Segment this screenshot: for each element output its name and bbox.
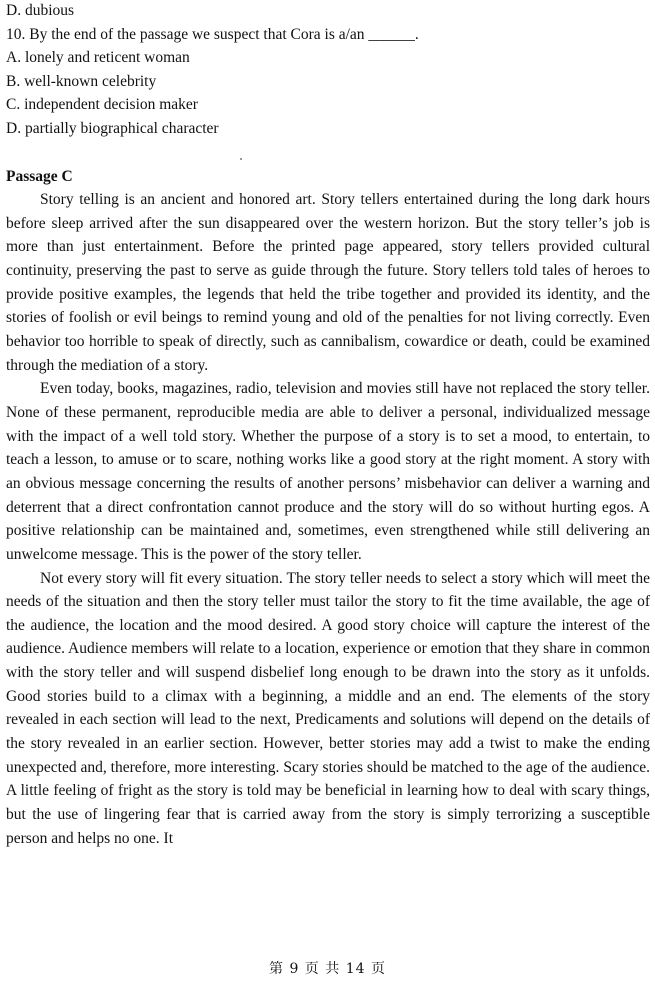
passage-paragraph-2: Even today, books, magazines, radio, television and movies still have not replaced the story teller. None of these permanent, reproducible media are able to deliver a personal, individualized message with the impact of a well told story. Whether the purpose of a story is to set a mood, to entertain, to teach a lesson, to amuse or to scare, nothing works like a good story at the right moment. A story with an obvious message concerning the results of another persons’ misbehavior can deliver a warning and deterrent that a direct confrontation cannot produce and the story will do so without hurting egos. A positive relationship can be maintained and, sometimes, even strengthened while still delivering an unwelcome message. This is the power of the story teller. bbox=[6, 380, 650, 563]
question-10-stem: 10. By the end of the passage we suspect that Cora is a/an ______. bbox=[6, 25, 419, 43]
page-footer: 第 9 页 共 14 页 bbox=[269, 961, 386, 977]
passage-paragraph-3: Not every story will fit every situation. The story teller needs to select a story which will meet the needs of the situation and then the story teller must tailor the story to fit the time available, the age of the audience, the location and the mood desired. A good story choice will capture the interest of the audience. Audience members will relate to a location, experience or emotion that they share in common with the story teller and will suspend disbelief long enough to be drawn into the story as it unfolds. Good stories build to a climax with a beginning, a middle and an end. The elements of the story revealed in each section will lead to the next, Predicaments and solutions will depend on the details of the story revealed in an earlier section. However, better stories may add a twist to make the ending unexpected and, therefore, more interesting. Scary stories should be matched to the age of the audience. A little feeling of fright as the story is told may be beneficial in learning how to deal with scary things, but the use of lingering fear that is carried away from the story is simply terrorizing a susceptible person and helps no one. It bbox=[6, 569, 650, 847]
answer-option-d: D. partially biographical character bbox=[6, 119, 219, 137]
scan-speck bbox=[240, 158, 242, 160]
answer-option-d-q9: D. dubious bbox=[6, 2, 75, 19]
answer-option-c: C. independent decision maker bbox=[6, 96, 198, 114]
passage-c bbox=[6, 166, 650, 850]
passage-paragraph-1: Story telling is an ancient and honored art. Story tellers entertained during the long dark hours before sleep arrived after the sun disappeared over the western horizon. But the story teller’s job is more than just entertainment. Before the printed page appeared, story tellers provided cultural continuity, preserving the past to serve as guide through the future. Story tellers told tales of heroes to provide positive examples, the legends that held the tribe together and provided its identity, and the stories of foolish or evil beings to remind young and old of the penalties for not living correctly. Even behavior too horrible to speak of directly, such as cannibalism, cowardice or death, could be examined through the mediation of a story. bbox=[6, 191, 650, 374]
passage-title: Passage C bbox=[6, 168, 73, 185]
answer-option-b: B. well-known celebrity bbox=[6, 72, 157, 90]
answer-option-a: A. lonely and reticent woman bbox=[6, 49, 190, 67]
question-block bbox=[6, 0, 650, 141]
